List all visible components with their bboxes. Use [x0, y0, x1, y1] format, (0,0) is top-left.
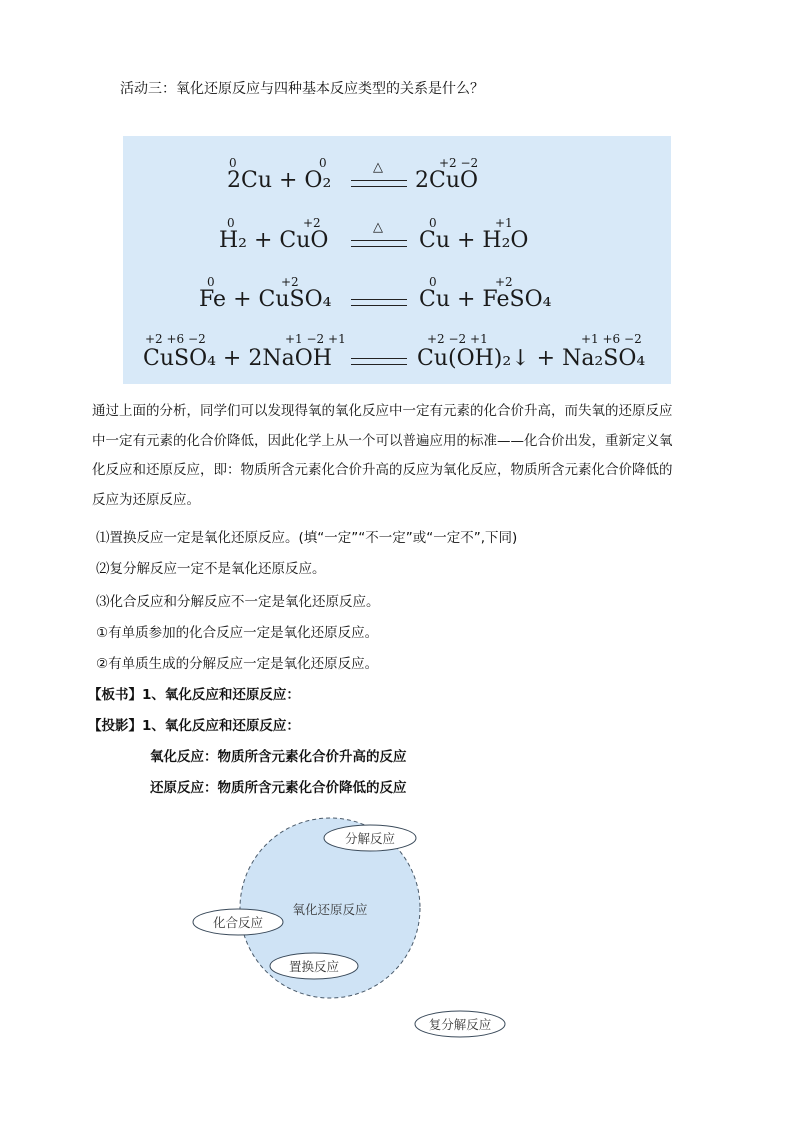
oxidation-definition: 氧化反应：物质所含元素化合价升高的反应 [150, 749, 407, 765]
ox-state: +2 [281, 275, 299, 289]
explanation-paragraph [92, 397, 702, 515]
ox-state: +1 [495, 216, 513, 230]
equation-right: Cu(OH)₂↓ + Na₂SO₄ [417, 346, 646, 371]
ox-state: 0 [429, 275, 437, 289]
heat-condition: △ [373, 160, 383, 175]
equation-right: Cu + FeSO₄ [419, 287, 552, 312]
reduction-definition: 还原反应：物质所含元素化合价降低的反应 [150, 780, 407, 796]
ox-state: +1 +6 −2 [581, 332, 642, 346]
redox-label: 氧化还原反应 [292, 902, 368, 917]
equation-right: 2CuO [415, 168, 479, 193]
combination-label: 化合反应 [212, 915, 264, 930]
point-3a: ①有单质参加的化合反应一定是氧化还原反应。 [96, 625, 379, 641]
double-decomposition-label: 复分解反应 [428, 1017, 492, 1032]
paragraph-line: 化反应和还原反应，即：物质所含元素化合价升高的反应为氧化反应，物质所含元素化合价降低的 [92, 462, 673, 478]
reaction-arrow [351, 240, 407, 247]
equation-right: Cu + H₂O [419, 228, 529, 253]
heat-condition: △ [373, 220, 383, 235]
reaction-type-diagram [188, 812, 528, 1042]
reaction-arrow [351, 299, 407, 306]
ox-state: +2 +6 −2 [145, 332, 206, 346]
equation-left: 2Cu + O₂ [227, 168, 332, 193]
ox-state: 0 [429, 216, 437, 230]
displacement-label: 置换反应 [288, 959, 340, 974]
point-3b: ②有单质生成的分解反应一定是氧化还原反应。 [96, 656, 379, 672]
paragraph-line: 中一定有元素的化合价降低，因此化学上从一个可以普遍应用的标准——化合价出发，重新定义氧 [92, 432, 673, 449]
reaction-arrow [351, 358, 407, 365]
activity-title: 活动三：氧化还原反应与四种基本反应类型的关系是什么？ [120, 81, 484, 97]
point-3: ⑶化合反应和分解反应不一定是氧化还原反应。 [96, 594, 380, 610]
ox-state: +2 [495, 275, 513, 289]
equation-panel [123, 136, 671, 384]
reaction-arrow [351, 180, 407, 187]
point-2: ⑵复分解反应一定不是氧化还原反应。 [96, 561, 326, 577]
ox-state: 0 [229, 156, 237, 170]
ox-state: +1 −2 +1 [285, 332, 346, 346]
point-1: ⑴置换反应一定是氧化还原反应。(填“一定”“不一定”或“一定不”,下同) [96, 530, 518, 546]
ox-state: 0 [227, 216, 235, 230]
ox-state: +2 [303, 216, 321, 230]
equation-left: CuSO₄ + 2NaOH [143, 346, 332, 371]
ox-state: +2 −2 +1 [427, 332, 488, 346]
ox-state: 0 [207, 275, 215, 289]
decomposition-label: 分解反应 [344, 831, 396, 846]
paragraph-line: 通过上面的分析，同学们可以发现得氧的氧化反应中一定有元素的化合价升高，而失氧的还原反应 [92, 403, 673, 419]
projection-heading: 【投影】1、氧化反应和还原反应： [88, 718, 300, 734]
equation-left: H₂ + CuO [219, 228, 329, 253]
ox-state: +2 −2 [439, 156, 479, 170]
board-heading: 【板书】1、氧化反应和还原反应： [88, 687, 300, 703]
equation-left: Fe + CuSO₄ [199, 287, 332, 312]
ox-state: 0 [319, 156, 327, 170]
paragraph-line: 反应为还原反应。 [92, 491, 200, 508]
